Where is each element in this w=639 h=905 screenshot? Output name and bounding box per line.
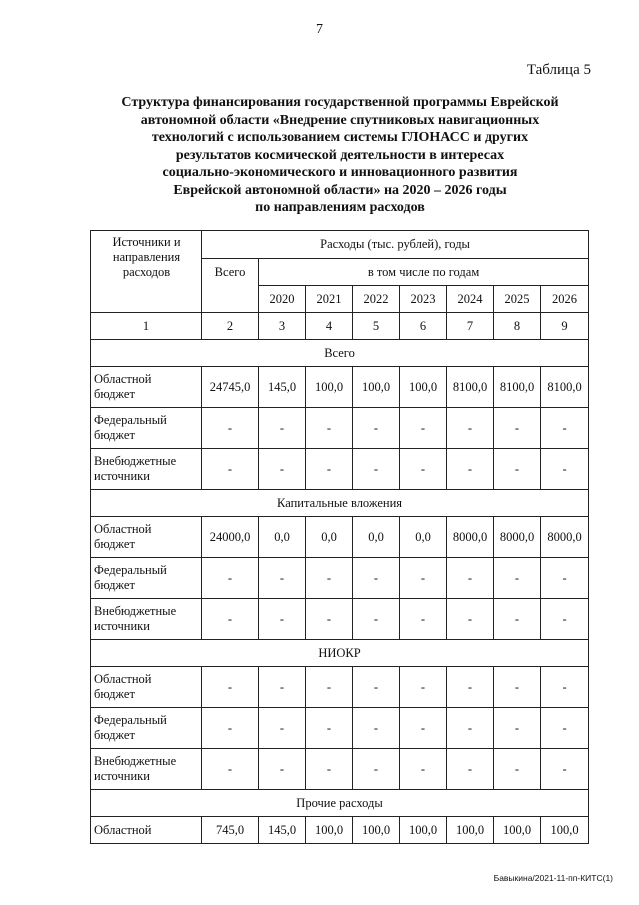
source-line: бюджет <box>94 387 135 401</box>
value-cell: 0,0 <box>306 517 353 558</box>
source-line: бюджет <box>94 687 135 701</box>
value-cell: 100,0 <box>306 367 353 408</box>
header-source-line: направления <box>112 250 181 264</box>
value-cell: 100,0 <box>353 817 400 844</box>
source-line: источники <box>94 469 150 483</box>
value-cell: - <box>306 708 353 749</box>
value-cell: 8000,0 <box>494 517 541 558</box>
value-cell: - <box>447 708 494 749</box>
value-cell: - <box>259 749 306 790</box>
source-cell <box>91 667 202 708</box>
value-cell: 100,0 <box>353 367 400 408</box>
value-cell: - <box>202 449 259 490</box>
value-cell: - <box>306 408 353 449</box>
value-cell: - <box>353 408 400 449</box>
table-label: Таблица 5 <box>526 62 591 78</box>
title-line: результатов космической деятельности в интересах <box>175 147 505 163</box>
section-title: НИОКР <box>91 640 589 667</box>
column-number: 3 <box>259 313 306 340</box>
header-total: Всего <box>202 259 259 313</box>
value-cell: 8000,0 <box>447 517 494 558</box>
source-line: Федеральный <box>94 563 167 577</box>
value-cell: 100,0 <box>447 817 494 844</box>
source-cell <box>91 708 202 749</box>
source-line: источники <box>94 769 150 783</box>
value-cell: - <box>541 558 589 599</box>
value-cell: - <box>306 749 353 790</box>
section-row <box>91 490 589 517</box>
title-line: по направлениям расходов <box>255 200 425 215</box>
source-cell <box>91 558 202 599</box>
value-cell: - <box>353 708 400 749</box>
year-header: 2021 <box>306 286 353 313</box>
column-number: 5 <box>353 313 400 340</box>
table-row <box>91 599 589 640</box>
year-header: 2026 <box>541 286 589 313</box>
page-number: 7 <box>316 22 323 37</box>
source-cell <box>91 599 202 640</box>
value-cell: 100,0 <box>400 367 447 408</box>
value-cell: - <box>306 449 353 490</box>
header-source-line: Источники и <box>112 235 181 249</box>
value-cell: - <box>400 708 447 749</box>
title-line: Структура финансирования государственной программы Еврейской <box>121 95 559 110</box>
value-cell: - <box>306 558 353 599</box>
value-cell: - <box>400 449 447 490</box>
value-cell: 8100,0 <box>541 367 589 408</box>
title-line: автономной области «Внедрение спутниковых навигационных <box>140 112 540 128</box>
value-cell: - <box>202 599 259 640</box>
source-line: Областной <box>94 522 152 536</box>
column-number: 4 <box>306 313 353 340</box>
value-cell: 24000,0 <box>202 517 259 558</box>
column-number: 9 <box>541 313 589 340</box>
title-line: Еврейской автономной области» на 2020 – 2026 годы <box>173 182 507 198</box>
source-line: Внебюджетные <box>94 454 177 468</box>
value-cell: 100,0 <box>541 817 589 844</box>
value-cell: - <box>400 667 447 708</box>
value-cell: - <box>353 599 400 640</box>
section-title: Капитальные вложения <box>91 490 589 517</box>
value-cell: - <box>353 449 400 490</box>
value-cell: - <box>202 558 259 599</box>
source-line: Областной <box>94 372 152 386</box>
value-cell: - <box>494 449 541 490</box>
value-cell: 8100,0 <box>494 367 541 408</box>
value-cell: - <box>353 558 400 599</box>
value-cell: - <box>541 667 589 708</box>
source-line: бюджет <box>94 537 135 551</box>
title-line: технологий с использованием системы ГЛОНАСС и других <box>151 130 529 145</box>
section-title: Прочие расходы <box>91 790 589 817</box>
year-header: 2025 <box>494 286 541 313</box>
title-line: социально-экономического и инновационного развития <box>162 165 518 180</box>
value-cell: - <box>202 408 259 449</box>
source-line: Федеральный <box>94 713 167 727</box>
value-cell: - <box>541 708 589 749</box>
source-line: бюджет <box>94 428 135 442</box>
value-cell: 8000,0 <box>541 517 589 558</box>
value-cell: 100,0 <box>400 817 447 844</box>
section-row <box>91 340 589 367</box>
financing-table <box>90 230 589 844</box>
document-title <box>80 94 600 217</box>
value-cell: - <box>494 667 541 708</box>
table-row <box>91 449 589 490</box>
value-cell: 100,0 <box>494 817 541 844</box>
value-cell: - <box>447 749 494 790</box>
footer-code: Бавыкина/2021-11-пп-КИТС(1) <box>493 873 613 883</box>
column-number: 6 <box>400 313 447 340</box>
value-cell: - <box>259 599 306 640</box>
table-row <box>91 517 589 558</box>
value-cell: - <box>494 599 541 640</box>
source-line: бюджет <box>94 578 135 592</box>
value-cell: - <box>400 408 447 449</box>
value-cell: - <box>306 667 353 708</box>
value-cell: 24745,0 <box>202 367 259 408</box>
value-cell: - <box>259 708 306 749</box>
table-row <box>91 749 589 790</box>
column-number: 7 <box>447 313 494 340</box>
value-cell: - <box>541 408 589 449</box>
year-header: 2020 <box>259 286 306 313</box>
value-cell: - <box>494 749 541 790</box>
value-cell: 0,0 <box>259 517 306 558</box>
source-cell <box>91 517 202 558</box>
value-cell: - <box>494 708 541 749</box>
value-cell: - <box>541 449 589 490</box>
value-cell: - <box>202 749 259 790</box>
section-row <box>91 790 589 817</box>
column-number: 2 <box>202 313 259 340</box>
year-header: 2024 <box>447 286 494 313</box>
source-line: Областной <box>94 672 152 686</box>
value-cell: - <box>259 408 306 449</box>
value-cell: - <box>259 449 306 490</box>
table-row <box>91 408 589 449</box>
value-cell: - <box>400 599 447 640</box>
value-cell: 100,0 <box>306 817 353 844</box>
year-header: 2022 <box>353 286 400 313</box>
value-cell: 0,0 <box>353 517 400 558</box>
value-cell: - <box>447 408 494 449</box>
header-by-years: в том числе по годам <box>259 259 589 286</box>
value-cell: - <box>202 708 259 749</box>
source-cell <box>91 449 202 490</box>
table-row <box>91 558 589 599</box>
column-number: 1 <box>91 313 202 340</box>
value-cell: - <box>400 749 447 790</box>
table-row <box>91 708 589 749</box>
source-cell <box>91 408 202 449</box>
value-cell: - <box>541 599 589 640</box>
value-cell: - <box>494 558 541 599</box>
value-cell: - <box>541 749 589 790</box>
table-row <box>91 817 589 844</box>
header-expenses: Расходы (тыс. рублей), годы <box>202 231 589 259</box>
section-title: Всего <box>91 340 589 367</box>
header-source-line: расходов <box>122 265 171 279</box>
section-row <box>91 640 589 667</box>
value-cell: - <box>306 599 353 640</box>
value-cell: - <box>494 408 541 449</box>
source-cell <box>91 817 202 844</box>
source-line: Областной <box>94 822 152 837</box>
value-cell: - <box>202 667 259 708</box>
value-cell: - <box>353 749 400 790</box>
column-number: 8 <box>494 313 541 340</box>
source-line: источники <box>94 619 150 633</box>
value-cell: - <box>447 449 494 490</box>
value-cell: - <box>259 558 306 599</box>
source-line: бюджет <box>94 728 135 742</box>
value-cell: 145,0 <box>259 817 306 844</box>
value-cell: - <box>353 667 400 708</box>
value-cell: 745,0 <box>202 817 259 844</box>
value-cell: - <box>259 667 306 708</box>
table-row <box>91 667 589 708</box>
source-cell <box>91 367 202 408</box>
value-cell: - <box>400 558 447 599</box>
value-cell: - <box>447 599 494 640</box>
value-cell: - <box>447 667 494 708</box>
table-row <box>91 367 589 408</box>
value-cell: 0,0 <box>400 517 447 558</box>
source-line: Внебюджетные <box>94 754 177 768</box>
value-cell: 145,0 <box>259 367 306 408</box>
year-header: 2023 <box>400 286 447 313</box>
source-line: Внебюджетные <box>94 604 177 618</box>
value-cell: - <box>447 558 494 599</box>
source-line: Федеральный <box>94 413 167 427</box>
source-cell <box>91 749 202 790</box>
value-cell: 8100,0 <box>447 367 494 408</box>
header-source <box>91 231 202 313</box>
